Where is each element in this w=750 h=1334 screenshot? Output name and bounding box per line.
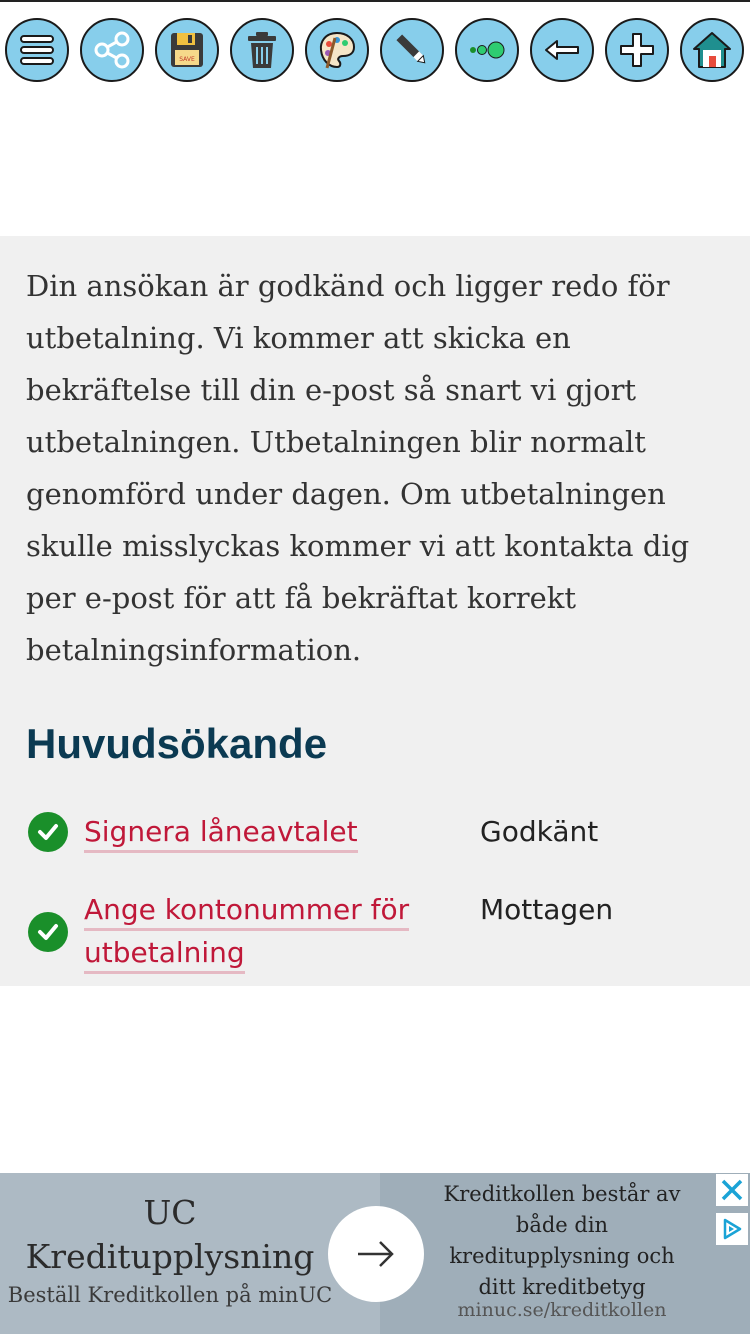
dots-icon bbox=[465, 28, 509, 72]
ad-close-button[interactable] bbox=[716, 1174, 748, 1206]
pencil-icon bbox=[390, 28, 434, 72]
share-icon bbox=[90, 28, 134, 72]
ad-subtitle[interactable]: Beställ Kreditkollen på minUC bbox=[7, 1283, 333, 1307]
home-button[interactable] bbox=[680, 18, 744, 82]
task-link-label: Signera låneavtalet bbox=[84, 815, 358, 853]
ad-description[interactable]: Kreditkollen består av både din kreditupplysning och ditt kreditbetyg bbox=[443, 1182, 681, 1299]
menu-button[interactable] bbox=[5, 18, 69, 82]
point-size-button[interactable] bbox=[455, 18, 519, 82]
pencil-button[interactable] bbox=[380, 18, 444, 82]
ad-choices-button[interactable] bbox=[716, 1213, 748, 1245]
task-status: Godkänt bbox=[480, 815, 599, 848]
application-status-card bbox=[0, 236, 750, 986]
share-button[interactable] bbox=[80, 18, 144, 82]
section-heading: Huvudsökande bbox=[26, 720, 328, 767]
toolbar bbox=[0, 18, 750, 90]
plus-icon bbox=[615, 28, 659, 72]
task-link-label: Ange kontonummer för utbetalning bbox=[84, 893, 409, 974]
palette-button[interactable] bbox=[305, 18, 369, 82]
ad-title[interactable]: UC Kreditupplysning bbox=[25, 1193, 315, 1276]
add-button[interactable] bbox=[605, 18, 669, 82]
menu-icon bbox=[15, 28, 59, 72]
status-message: Din ansökan är godkänd och ligger redo för utbetalning. Vi kommer att skicka en bekräftelse till din e-post så snart vi gjort utbetalningen. Utbetalningen blir normalt genomförd under dagen. Om utbetalningen skulle misslyckas kommer vi att kontakta dig per e-post för att få bekräftat korrekt betalningsinformation. bbox=[26, 269, 690, 667]
back-button[interactable] bbox=[530, 18, 594, 82]
task-status: Mottagen bbox=[480, 893, 614, 926]
ad-left-panel bbox=[0, 1173, 380, 1334]
arrow-right-icon bbox=[354, 1232, 398, 1276]
save-icon bbox=[165, 28, 209, 72]
save-icon-label: SAVE bbox=[179, 56, 195, 63]
task-link-account-number[interactable] bbox=[84, 888, 434, 974]
check-icon bbox=[28, 912, 68, 952]
close-icon bbox=[720, 1178, 744, 1202]
home-icon bbox=[690, 28, 734, 72]
check-icon bbox=[28, 812, 68, 852]
adchoices-icon bbox=[720, 1217, 744, 1241]
trash-icon bbox=[240, 28, 284, 72]
top-divider bbox=[0, 0, 750, 2]
ad-url[interactable]: minuc.se/kreditkollen bbox=[457, 1299, 667, 1321]
ad-banner[interactable] bbox=[0, 1173, 750, 1334]
back-arrow-icon bbox=[540, 28, 584, 72]
save-button[interactable] bbox=[155, 18, 219, 82]
task-link-sign-agreement[interactable] bbox=[84, 810, 434, 853]
palette-icon bbox=[315, 28, 359, 72]
ad-arrow-button[interactable] bbox=[328, 1206, 424, 1302]
delete-button[interactable] bbox=[230, 18, 294, 82]
